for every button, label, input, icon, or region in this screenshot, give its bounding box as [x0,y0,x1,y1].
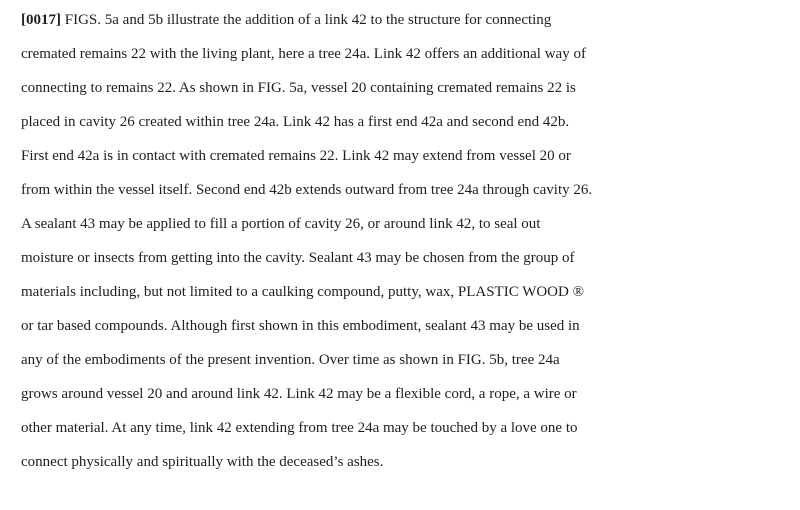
text-line-4: placed in cavity 26 created within tree 24a. Link 42 has a first end 42a and second end 42b. [21,114,570,130]
text-line-5: First end 42a is in contact with cremated remains 22. Link 42 may extend from vessel 20 or [21,148,571,164]
text-line-1 [21,12,551,29]
text-line-3: connecting to remains 22. As shown in FIG. 5a, vessel 20 containing cremated remains 22 is [21,80,576,96]
paragraph-number: [0017] [21,12,61,28]
text-line-6: from within the vessel itself. Second end 42b extends outward from tree 24a through cavity 26. [21,182,593,198]
text-line-1-body: FIGS. 5a and 5b illustrate the addition of a link 42 to the structure for connecting [61,12,552,28]
text-line-11: any of the embodiments of the present invention. Over time as shown in FIG. 5b, tree 24a [21,352,560,368]
text-line-7: A sealant 43 may be applied to fill a portion of cavity 26, or around link 42, to seal out [21,216,541,232]
text-line-10: or tar based compounds. Although first shown in this embodiment, sealant 43 may be used in [21,318,580,334]
text-line-12: grows around vessel 20 and around link 42. Link 42 may be a flexible cord, a rope, a wire or [21,386,577,402]
text-line-14: connect physically and spiritually with the deceased’s ashes. [21,454,384,470]
text-line-8: moisture or insects from getting into the cavity. Sealant 43 may be chosen from the group of [21,250,575,266]
text-line-13: other material. At any time, link 42 extending from tree 24a may be touched by a love one to [21,420,578,436]
text-line-2: cremated remains 22 with the living plant, here a tree 24a. Link 42 offers an additional way of [21,46,586,62]
text-line-9: materials including, but not limited to a caulking compound, putty, wax, PLASTIC WOOD ® [21,284,584,300]
